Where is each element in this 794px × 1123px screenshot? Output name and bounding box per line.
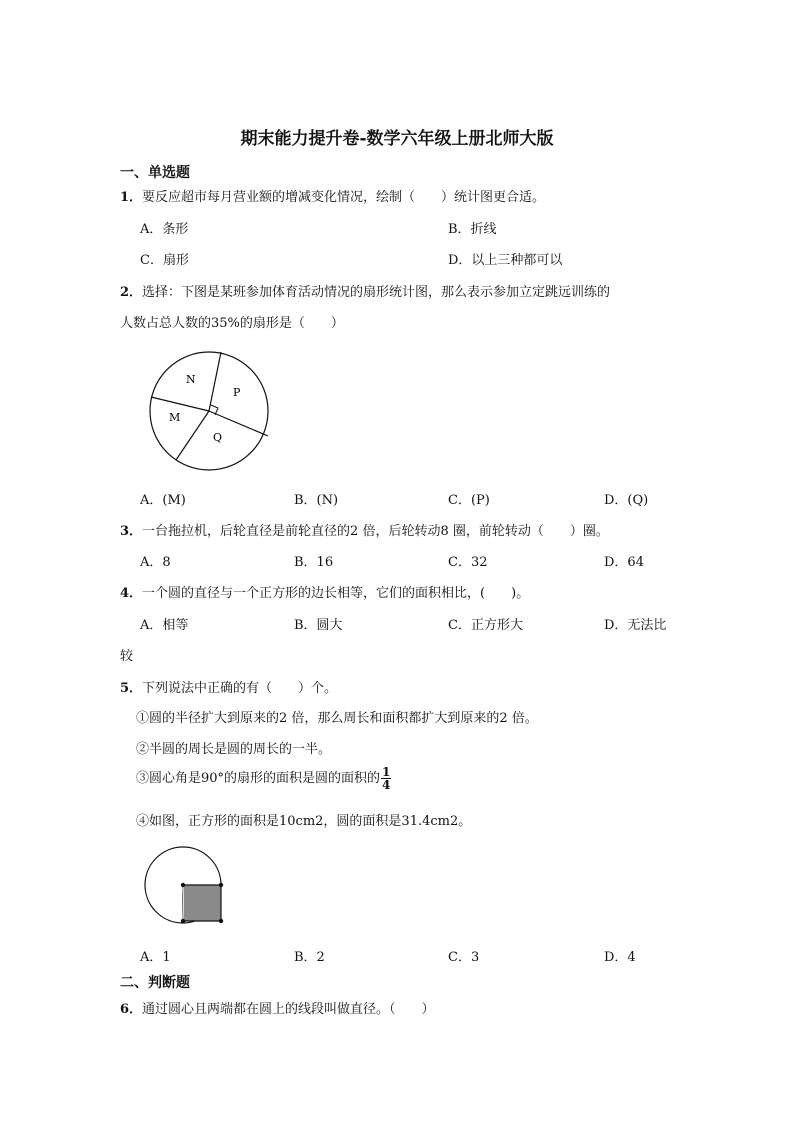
fraction-one-quarter <box>381 766 391 791</box>
question-number: 3． <box>120 524 143 539</box>
statement-3 <box>136 766 391 791</box>
question-text: 通过圆心且两端都在圆上的线段叫做直径。（ ） <box>142 1002 435 1017</box>
q3-option-b[interactable]: B．16 <box>294 555 334 570</box>
q1-option-c[interactable]: C．扇形 <box>140 253 189 268</box>
q5-option-a[interactable]: A．1 <box>140 950 171 965</box>
question-number: 5． <box>120 681 143 696</box>
q4-option-a[interactable]: A．相等 <box>140 618 189 633</box>
section-heading-true-false: 二、判断题 <box>120 975 190 991</box>
circle-square-figure <box>140 842 240 930</box>
question-number: 6． <box>120 1002 143 1017</box>
q5-option-d[interactable]: D．4 <box>604 950 636 965</box>
pie-label-n: N <box>186 373 196 386</box>
q2-option-a[interactable]: A．(M) <box>140 493 186 508</box>
q2-option-c[interactable]: C．(P) <box>448 493 490 508</box>
vertex-dot <box>181 883 185 887</box>
q4-option-d[interactable]: D．无法比 <box>604 618 667 633</box>
pie-chart-figure <box>140 350 280 474</box>
statement-2: ②半圆的周长是圆的周长的一半。 <box>136 742 332 757</box>
shaded-square <box>183 885 221 921</box>
question-text: 一台拖拉机，后轮直径是前轮直径的2 倍，后轮转动8 圈，前轮转动（ ）圈。 <box>142 524 609 539</box>
square-inner-line <box>183 885 184 921</box>
q3-option-d[interactable]: D．64 <box>604 555 644 570</box>
fraction-numerator: 1 <box>382 765 391 779</box>
q4-option-d-wrap: 较 <box>120 649 134 664</box>
question-5 <box>120 677 337 696</box>
section-heading-single-choice: 一、单选题 <box>120 165 190 181</box>
vertex-dot <box>219 883 223 887</box>
statement-4: ④如图，正方形的面积是10cm2，圆的面积是31.4cm2。 <box>136 814 472 829</box>
q1-option-d[interactable]: D．以上三种都可以 <box>448 253 563 268</box>
q2-option-d[interactable]: D．(Q) <box>604 493 649 508</box>
statement-1: ①圆的半径扩大到原来的2 倍，那么周长和面积都扩大到原来的2 倍。 <box>136 711 538 726</box>
pie-label-m: M <box>169 411 181 424</box>
question-number: 2． <box>120 285 143 300</box>
pie-label-q: Q <box>213 431 223 444</box>
q5-option-c[interactable]: C．3 <box>448 950 480 965</box>
page-title: 期末能力提升卷-数学六年级上册北师大版 <box>240 129 554 149</box>
question-6 <box>120 998 435 1017</box>
q2-option-b[interactable]: B．(N) <box>294 493 339 508</box>
question-number: 1． <box>120 190 143 205</box>
pie-divider-top <box>209 352 221 411</box>
fraction-denominator: 4 <box>382 778 391 792</box>
pie-label-p: P <box>233 386 241 399</box>
question-text: 下列说法中正确的有（ ）个。 <box>142 681 338 696</box>
vertex-dot <box>219 919 223 923</box>
question-4 <box>120 582 529 601</box>
pie-divider-bottom <box>176 411 209 460</box>
vertex-dot <box>181 919 185 923</box>
pie-divider-left <box>151 397 209 411</box>
statement-3-text: ③圆心角是90°的扇形的面积是圆的面积的 <box>136 771 381 786</box>
question-1 <box>120 186 545 205</box>
q5-option-b[interactable]: B．2 <box>294 950 325 965</box>
question-2-line2: 人数占总人数的35%的扇形是（ ） <box>120 316 344 331</box>
q4-option-c[interactable]: C．正方形大 <box>448 618 523 633</box>
question-text-line1: 选择：下图是某班参加体育活动情况的扇形统计图，那么表示参加立定跳远训练的 <box>142 285 611 300</box>
q1-option-b[interactable]: B．折线 <box>448 222 497 237</box>
question-2 <box>120 281 610 300</box>
question-text: 一个圆的直径与一个正方形的边长相等，它们的面积相比，( )。 <box>142 586 530 601</box>
q4-option-b[interactable]: B．圆大 <box>294 618 343 633</box>
question-3 <box>120 520 609 539</box>
q1-option-a[interactable]: A．条形 <box>140 222 189 237</box>
q3-option-a[interactable]: A．8 <box>140 555 171 570</box>
q3-option-c[interactable]: C．32 <box>448 555 488 570</box>
question-text: 要反应超市每月营业额的增减变化情况，绘制（ ）统计图更合适。 <box>142 190 546 205</box>
question-number: 4． <box>120 586 143 601</box>
